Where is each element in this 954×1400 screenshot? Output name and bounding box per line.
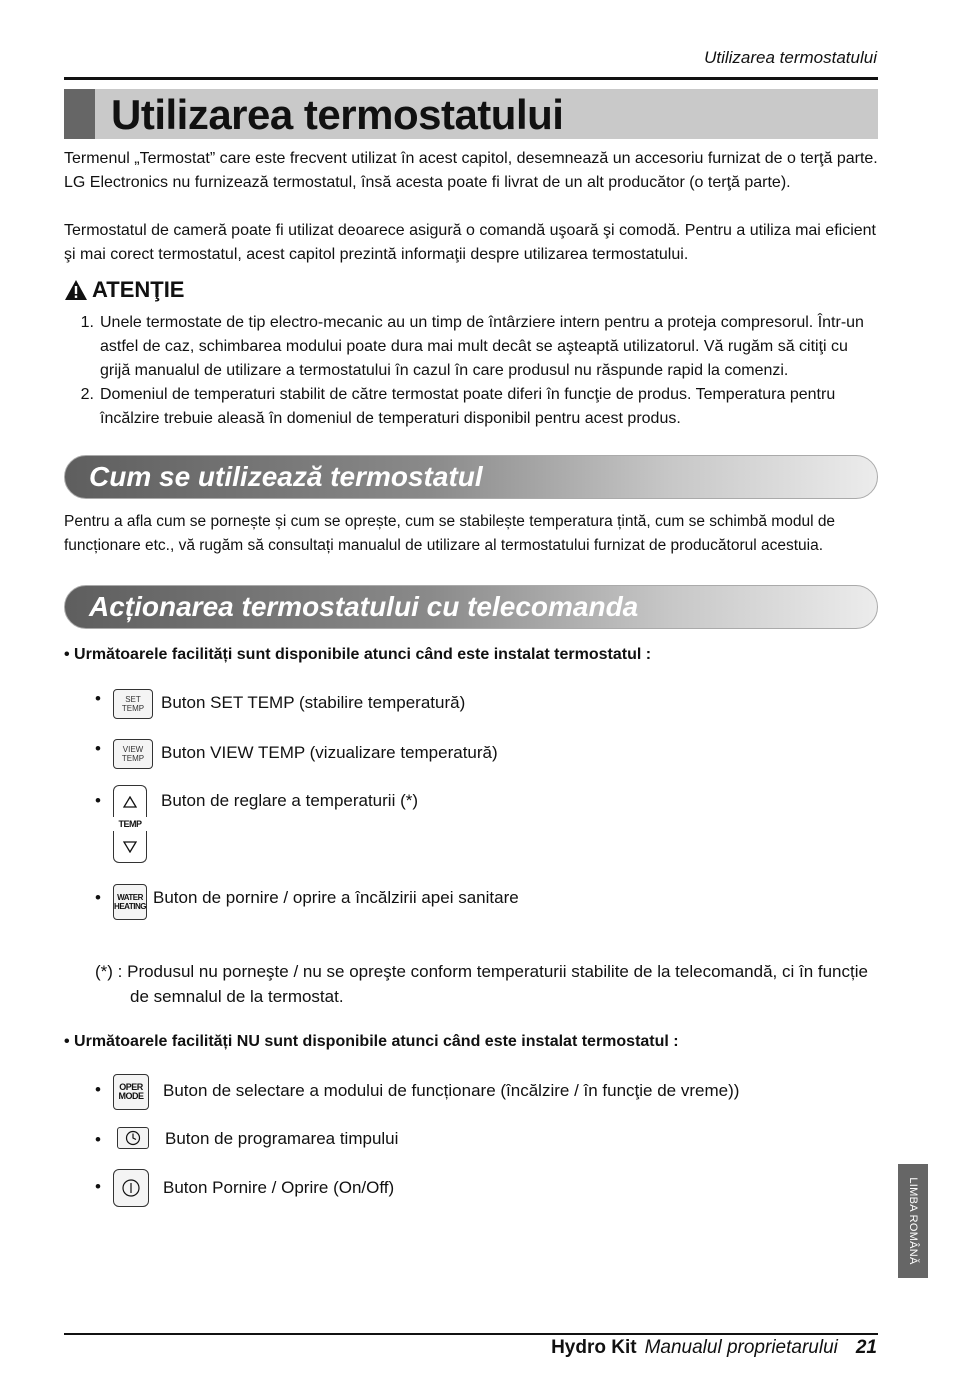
- temp-up-down-button-icon: [113, 785, 153, 863]
- caution-heading-text: ATENŢIE: [92, 277, 185, 302]
- footer: [551, 1337, 877, 1359]
- caution-item: [64, 383, 882, 431]
- language-side-tab-label: LIMBA ROMÂNĂ: [907, 1177, 919, 1265]
- title-accent-block: [64, 89, 95, 139]
- page-title: Utilizarea termostatului: [111, 91, 564, 138]
- feature-timer: • Buton de programarea timpului: [95, 1129, 399, 1149]
- section-header-usage: [64, 455, 878, 499]
- timer-clock-button-icon: [117, 1127, 149, 1149]
- section-title-remote: Acționarea termostatului cu telecomanda: [89, 591, 639, 622]
- unavailable-features-heading: • Următoarele facilități NU sunt disponibile atunci când este instalat termostatul :: [64, 1033, 679, 1050]
- feature-label: Buton SET TEMP (stabilire temperatură): [161, 693, 466, 712]
- caution-item: [64, 311, 882, 383]
- section-title-usage: Cum se utilizează termostatul: [89, 461, 483, 492]
- footer-manual-name: Manualul proprietarului: [644, 1337, 838, 1358]
- page-number: 21: [855, 1337, 877, 1358]
- feature-oper-mode: • OPER MODE Buton de selectare a modului de funcționare (încălzire / în funcţie de vreme)): [95, 1074, 739, 1110]
- feature-label: Buton VIEW TEMP (vizualizare temperatură): [161, 743, 498, 762]
- intro-paragraph-2: Termostatul de cameră poate fi utilizat deoarece asigură o comandă uşoară şi comodă. Pentru a utiliza mai eficient şi mai corect termostatul, acest capitol prezintă informaţii despre utilizarea termostatului.: [64, 222, 876, 263]
- water-heating-button-icon: WATER HEATING: [113, 884, 147, 920]
- feature-temp-adjust: • TEMP Buton de reglare a temperaturii (*): [95, 785, 418, 863]
- temp-down-arrow-icon: [113, 831, 147, 863]
- header-rule: [64, 77, 878, 80]
- oper-mode-button-icon: OPER MODE: [113, 1074, 149, 1110]
- caution-item-text: Domeniul de temperaturi stabilit de către termostat poate diferi în funcţie de produs. Temperatura pentru încălzire trebuie aleasă în domeniul de temperaturi disponibil pentru acest produs.: [100, 386, 836, 427]
- caution-item-number: 2.: [80, 386, 94, 403]
- feature-label: Buton Pornire / Oprire (On/Off): [163, 1178, 395, 1197]
- available-features-heading: • Următoarele facilități sunt disponibile atunci când este instalat termostatul :: [64, 646, 652, 663]
- feature-view-temp: • VIEW TEMP Buton VIEW TEMP (vizualizare temperatură): [95, 739, 498, 769]
- caution-item-number: 1.: [80, 314, 94, 331]
- caution-item-text: Unele termostate de tip electro-mecanic au un timp de întârziere intern pentru a proteja compresorul. Într-un astfel de caz, schimbarea modului poate dura mai mult decât se aşteaptă utilizatorul. Vă rugăm să citiţi cu grijă manualul de utilizare a termostatului în cazul în care produsul nu răspunde rapid la comenzi.: [100, 314, 864, 379]
- feature-label: Buton de reglare a temperaturii (*): [161, 791, 419, 810]
- feature-label: Buton de selectare a modului de funcționare (încălzire / în funcţie de vreme)): [163, 1081, 740, 1100]
- footnote: (*) : Produsul nu porneşte / nu se opreşte conform temperaturii stabilite de la telecomandă, ci în funcție de semnalul de la termostat.: [95, 962, 868, 1006]
- power-button-icon: [113, 1169, 149, 1207]
- feature-water-heating: • WATER HEATING Buton de pornire / oprire a încălzirii apei sanitare: [95, 884, 519, 920]
- temp-up-arrow-icon: [113, 785, 147, 817]
- title-bar: [64, 89, 878, 139]
- temp-label: TEMP: [118, 819, 142, 829]
- caution-list: [64, 311, 882, 431]
- feature-label: Buton de programarea timpului: [165, 1129, 399, 1148]
- footer-brand: Hydro Kit: [551, 1337, 637, 1358]
- caution-heading: [64, 277, 184, 303]
- language-side-tab: [898, 1164, 928, 1278]
- view-temp-button-icon: VIEW TEMP: [113, 739, 153, 769]
- warning-triangle-icon: [64, 279, 88, 301]
- set-temp-button-icon: SET TEMP: [113, 689, 153, 719]
- running-header: Utilizarea termostatului: [704, 48, 877, 67]
- intro-paragraph-1: Termenul „Termostat” care este frecvent utilizat în acest capitol, desemnează un accesoriu furnizat de o terţă parte. LG Electronics nu furnizează termostatul, însă acesta poate fi livrat de un alt producător (o terţă parte).: [64, 150, 878, 191]
- section-header-remote: [64, 585, 878, 629]
- usage-paragraph: Pentru a afla cum se pornește și cum se oprește, cum se stabilește temperatura țintă, cum se schimbă modul de funcționare etc., vă rugăm să consultați manualul de utilizare al termostatului furnizat de producătorul acestuia.: [64, 513, 836, 554]
- feature-power: • Buton Pornire / Oprire (On/Off): [95, 1169, 394, 1207]
- footer-rule: [64, 1333, 878, 1335]
- feature-label: Buton de pornire / oprire a încălzirii apei sanitare: [153, 888, 519, 907]
- feature-set-temp: • SET TEMP Buton SET TEMP (stabilire temperatură): [95, 689, 465, 719]
